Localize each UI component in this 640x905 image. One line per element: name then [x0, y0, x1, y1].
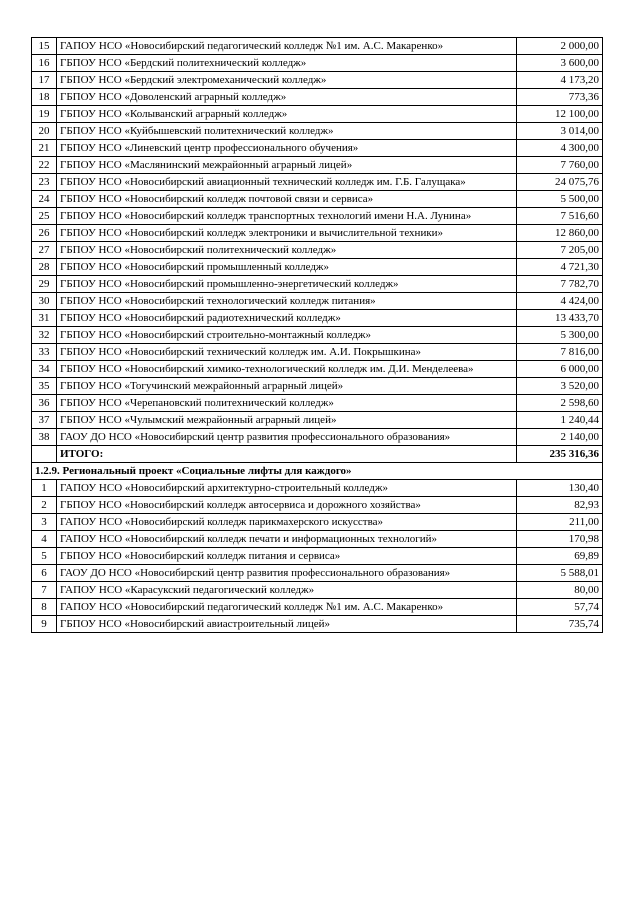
total-num-cell: [32, 446, 57, 463]
table-row: [32, 310, 603, 327]
row-number: 20: [32, 123, 57, 140]
institution-name: ГБПОУ НСО «Бердский электромеханический колледж»: [57, 72, 517, 89]
institution-name: ГБПОУ НСО «Тогучинский межрайонный аграрный лицей»: [57, 378, 517, 395]
amount-value: 57,74: [517, 599, 603, 616]
table-row: [32, 565, 603, 582]
amount-value: 7 205,00: [517, 242, 603, 259]
amount-value: 4 721,30: [517, 259, 603, 276]
amount-value: 6 000,00: [517, 361, 603, 378]
total-row: [32, 446, 603, 463]
amount-value: 1 240,44: [517, 412, 603, 429]
row-number: 34: [32, 361, 57, 378]
table-row: [32, 106, 603, 123]
table-row: [32, 157, 603, 174]
amount-value: 4 173,20: [517, 72, 603, 89]
row-number: 32: [32, 327, 57, 344]
row-number: 33: [32, 344, 57, 361]
table-row: [32, 89, 603, 106]
table-row: [32, 191, 603, 208]
row-number: 35: [32, 378, 57, 395]
amount-value: 5 588,01: [517, 565, 603, 582]
amount-value: 80,00: [517, 582, 603, 599]
amount-value: 5 500,00: [517, 191, 603, 208]
institution-name: ГБПОУ НСО «Новосибирский колледж транспортных технологий имени Н.А. Лунина»: [57, 208, 517, 225]
amount-value: 735,74: [517, 616, 603, 633]
part2-rows: [32, 480, 603, 633]
institution-name: ГАПОУ НСО «Карасукский педагогический колледж»: [57, 582, 517, 599]
row-number: 36: [32, 395, 57, 412]
row-number: 31: [32, 310, 57, 327]
row-number: 23: [32, 174, 57, 191]
institution-name: ГАОУ ДО НСО «Новосибирский центр развития профессионального образования»: [57, 429, 517, 446]
institution-name: ГБПОУ НСО «Линевский центр профессионального обучения»: [57, 140, 517, 157]
amount-value: 82,93: [517, 497, 603, 514]
institution-name: ГБПОУ НСО «Новосибирский технический колледж им. А.И. Покрышкина»: [57, 344, 517, 361]
amount-value: 12 100,00: [517, 106, 603, 123]
table-row: [32, 38, 603, 55]
amount-value: 3 520,00: [517, 378, 603, 395]
row-number: 19: [32, 106, 57, 123]
table-row: [32, 429, 603, 446]
amount-value: 4 424,00: [517, 293, 603, 310]
table-row: [32, 123, 603, 140]
row-number: 9: [32, 616, 57, 633]
amount-value: 170,98: [517, 531, 603, 548]
row-number: 2: [32, 497, 57, 514]
amount-value: 7 760,00: [517, 157, 603, 174]
total-label: ИТОГО:: [57, 446, 517, 463]
table-row: [32, 208, 603, 225]
table-row: [32, 344, 603, 361]
part1-rows: [32, 38, 603, 446]
row-number: 7: [32, 582, 57, 599]
table-row: [32, 582, 603, 599]
institution-name: ГАПОУ НСО «Новосибирский архитектурно-строительный колледж»: [57, 480, 517, 497]
amount-value: 24 075,76: [517, 174, 603, 191]
table-row: [32, 497, 603, 514]
institution-name: ГБПОУ НСО «Доволенский аграрный колледж»: [57, 89, 517, 106]
table-row: [32, 599, 603, 616]
row-number: 21: [32, 140, 57, 157]
table-row: [32, 225, 603, 242]
row-number: 8: [32, 599, 57, 616]
institution-name: ГАПОУ НСО «Новосибирский педагогический колледж №1 им. А.С. Макаренко»: [57, 38, 517, 55]
row-number: 16: [32, 55, 57, 72]
institution-name: ГАПОУ НСО «Новосибирский колледж печати и информационных технологий»: [57, 531, 517, 548]
table-row: [32, 242, 603, 259]
institution-name: ГБПОУ НСО «Куйбышевский политехнический колледж»: [57, 123, 517, 140]
table-row: [32, 327, 603, 344]
institution-name: ГБПОУ НСО «Черепановский политехнический колледж»: [57, 395, 517, 412]
row-number: 6: [32, 565, 57, 582]
institution-name: ГАПОУ НСО «Новосибирский педагогический колледж №1 им. А.С. Макаренко»: [57, 599, 517, 616]
row-number: 3: [32, 514, 57, 531]
table-row: [32, 293, 603, 310]
row-number: 17: [32, 72, 57, 89]
institution-name: ГБПОУ НСО «Новосибирский технологический колледж питания»: [57, 293, 517, 310]
row-number: 30: [32, 293, 57, 310]
institution-name: ГБПОУ НСО «Новосибирский колледж почтовой связи и сервиса»: [57, 191, 517, 208]
row-number: 1: [32, 480, 57, 497]
table-row: [32, 55, 603, 72]
amount-value: 7 516,60: [517, 208, 603, 225]
institution-name: ГАПОУ НСО «Новосибирский колледж парикмахерского искусства»: [57, 514, 517, 531]
row-number: 22: [32, 157, 57, 174]
row-number: 37: [32, 412, 57, 429]
total-value: 235 316,36: [517, 446, 603, 463]
table-row: [32, 378, 603, 395]
row-number: 28: [32, 259, 57, 276]
row-number: 24: [32, 191, 57, 208]
funding-table: [31, 37, 603, 633]
amount-value: 130,40: [517, 480, 603, 497]
row-number: 25: [32, 208, 57, 225]
institution-name: ГБПОУ НСО «Новосибирский промышленный колледж»: [57, 259, 517, 276]
amount-value: 2 140,00: [517, 429, 603, 446]
table-row: [32, 616, 603, 633]
institution-name: ГБПОУ НСО «Новосибирский промышленно-энергетический колледж»: [57, 276, 517, 293]
row-number: 38: [32, 429, 57, 446]
amount-value: 211,00: [517, 514, 603, 531]
table-row: [32, 480, 603, 497]
institution-name: ГБПОУ НСО «Новосибирский колледж питания и сервиса»: [57, 548, 517, 565]
table-row: [32, 174, 603, 191]
amount-value: 13 433,70: [517, 310, 603, 327]
table-row: [32, 514, 603, 531]
amount-value: 3 014,00: [517, 123, 603, 140]
table-row: [32, 412, 603, 429]
amount-value: 4 300,00: [517, 140, 603, 157]
amount-value: 7 782,70: [517, 276, 603, 293]
table-row: [32, 531, 603, 548]
table-row: [32, 548, 603, 565]
amount-value: 5 300,00: [517, 327, 603, 344]
institution-name: ГБПОУ НСО «Новосибирский колледж электроники и вычислительной техники»: [57, 225, 517, 242]
table-row: [32, 361, 603, 378]
table-row: [32, 259, 603, 276]
amount-value: 7 816,00: [517, 344, 603, 361]
amount-value: 773,36: [517, 89, 603, 106]
row-number: 5: [32, 548, 57, 565]
row-number: 26: [32, 225, 57, 242]
institution-name: ГБПОУ НСО «Новосибирский строительно-монтажный колледж»: [57, 327, 517, 344]
row-number: 29: [32, 276, 57, 293]
institution-name: ГБПОУ НСО «Новосибирский радиотехнический колледж»: [57, 310, 517, 327]
amount-value: 12 860,00: [517, 225, 603, 242]
institution-name: ГБПОУ НСО «Маслянинский межрайонный аграрный лицей»: [57, 157, 517, 174]
institution-name: ГБПОУ НСО «Новосибирский химико-технологический колледж им. Д.И. Менделеева»: [57, 361, 517, 378]
section-heading-row: [32, 463, 603, 480]
amount-value: 3 600,00: [517, 55, 603, 72]
institution-name: ГАОУ ДО НСО «Новосибирский центр развития профессионального образования»: [57, 565, 517, 582]
institution-name: ГБПОУ НСО «Бердский политехнический колледж»: [57, 55, 517, 72]
institution-name: ГБПОУ НСО «Новосибирский колледж автосервиса и дорожного хозяйства»: [57, 497, 517, 514]
table-row: [32, 395, 603, 412]
row-number: 4: [32, 531, 57, 548]
institution-name: ГБПОУ НСО «Чулымский межрайонный аграрный лицей»: [57, 412, 517, 429]
table-row: [32, 72, 603, 89]
table-row: [32, 276, 603, 293]
section-heading: 1.2.9. Региональный проект «Социальные лифты для каждого»: [32, 463, 603, 480]
institution-name: ГБПОУ НСО «Новосибирский политехнический колледж»: [57, 242, 517, 259]
table-row: [32, 140, 603, 157]
row-number: 27: [32, 242, 57, 259]
amount-value: 69,89: [517, 548, 603, 565]
amount-value: 2 598,60: [517, 395, 603, 412]
institution-name: ГБПОУ НСО «Колыванский аграрный колледж»: [57, 106, 517, 123]
institution-name: ГБПОУ НСО «Новосибирский авиационный технический колледж им. Г.Б. Галущака»: [57, 174, 517, 191]
row-number: 15: [32, 38, 57, 55]
amount-value: 2 000,00: [517, 38, 603, 55]
row-number: 18: [32, 89, 57, 106]
institution-name: ГБПОУ НСО «Новосибирский авиастроительный лицей»: [57, 616, 517, 633]
